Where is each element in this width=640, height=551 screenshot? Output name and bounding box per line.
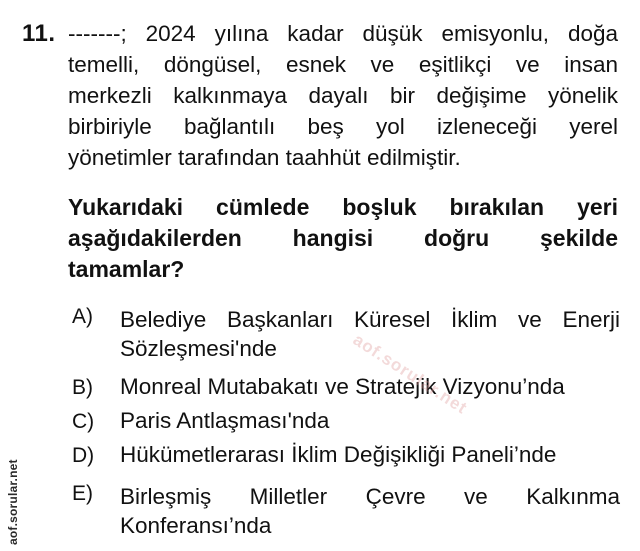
option-line: Paris Antlaşması'nda <box>120 408 330 433</box>
option-a[interactable] <box>72 302 620 372</box>
question-stem <box>68 18 618 173</box>
option-letter: A) <box>72 305 93 328</box>
option-text <box>120 302 620 363</box>
stem-line: -------; 2024 yılına kadar düşük emisyonlu, doğa <box>68 21 618 46</box>
answer-options <box>72 302 620 540</box>
prompt-line: tamamlar? <box>68 256 185 282</box>
question-number: 11. <box>22 20 56 47</box>
stem-line: birbiriyle bağlantılı beş yol izleneceği yerel <box>68 114 618 139</box>
stem-line: yönetimler tarafından taahhüt edilmiştir. <box>68 145 461 170</box>
option-text <box>120 406 620 435</box>
option-letter: E) <box>72 482 93 505</box>
option-text <box>120 480 620 540</box>
prompt-line: aşağıdakilerden hangisi doğru şekilde <box>68 225 618 251</box>
option-line: Konferansı’nda <box>120 513 272 538</box>
diagonal-watermark: aof.sorular.net <box>349 330 471 418</box>
stem-line: temelli, döngüsel, esnek ve eşitlikçi ve insan <box>68 52 618 77</box>
prompt-line: Yukarıdaki cümlede boşluk bırakılan yeri <box>68 194 618 220</box>
option-line: Monreal Mutabakatı ve Stratejik Vizyonu’nda <box>120 374 565 399</box>
option-line: Hükümetlerarası İklim Değişikliği Paneli’nde <box>120 442 557 467</box>
option-e[interactable] <box>72 480 620 540</box>
stem-line: merkezli kalkınmaya dayalı bir değişime yönelik <box>68 83 618 108</box>
option-d[interactable] <box>72 440 620 480</box>
option-text <box>120 440 620 469</box>
option-c[interactable] <box>72 406 620 440</box>
option-text <box>120 372 620 401</box>
option-line: Sözleşmesi'nde <box>120 336 277 361</box>
option-letter: B) <box>72 376 93 399</box>
option-letter: C) <box>72 410 95 433</box>
option-b[interactable] <box>72 372 620 406</box>
option-letter: D) <box>72 444 95 467</box>
option-line: Belediye Başkanları Küresel İklim ve Enerji <box>120 307 620 332</box>
option-line: Birleşmiş Milletler Çevre ve Kalkınma <box>120 484 620 509</box>
question-prompt <box>68 192 618 285</box>
side-watermark: aof.sorular.net <box>6 459 20 545</box>
